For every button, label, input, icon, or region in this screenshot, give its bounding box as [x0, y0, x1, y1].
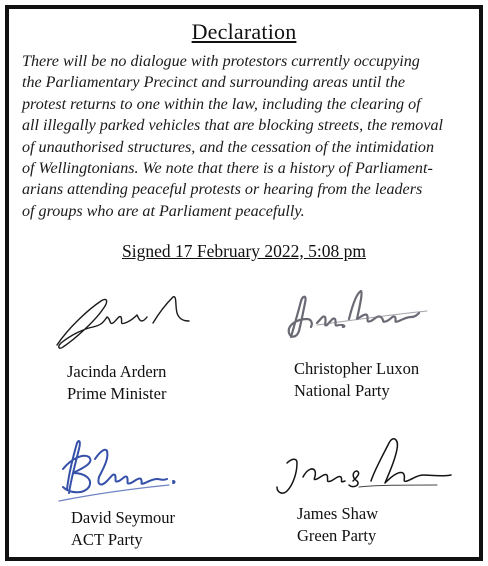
signatory-role: National Party	[294, 381, 390, 400]
declaration-statement: There will be no dialogue with protestors currently occupying the Parliamentary Precinct and surrounding areas until the protest returns to one within the law, including the clearing of all illegally parked vehicles that are blocking streets, the removal of unauthorised structures, and the cessation of the intimidation of Wellingtonians. We note that there is a history of Parliament- arians attending peaceful protests or hearing from the leaders of groups who are at Parliament peacefully.	[22, 53, 444, 220]
declaration-frame	[5, 5, 483, 561]
signatory-role: Green Party	[297, 526, 377, 545]
signature-james-shaw	[267, 429, 457, 509]
signatory-james-shaw	[297, 503, 378, 547]
signatory-name: Christopher Luxon	[294, 359, 420, 378]
signatory-role: Prime Minister	[67, 384, 167, 403]
signatory-jacinda-ardern	[67, 361, 166, 405]
signatory-name: Jacinda Ardern	[67, 362, 167, 381]
signature-christopher-luxon	[277, 279, 437, 344]
signed-date-line: Signed 17 February 2022, 5:08 pm	[121, 241, 366, 261]
signatory-name: James Shaw	[297, 504, 379, 523]
document-title: Declaration	[191, 19, 297, 44]
signatory-david-seymour	[71, 507, 175, 551]
signatory-role: ACT Party	[71, 530, 143, 549]
signatory-christopher-luxon	[294, 358, 419, 402]
signatory-name: David Seymour	[71, 508, 176, 527]
signature-david-seymour	[49, 429, 199, 509]
signature-jacinda-ardern	[49, 287, 199, 357]
